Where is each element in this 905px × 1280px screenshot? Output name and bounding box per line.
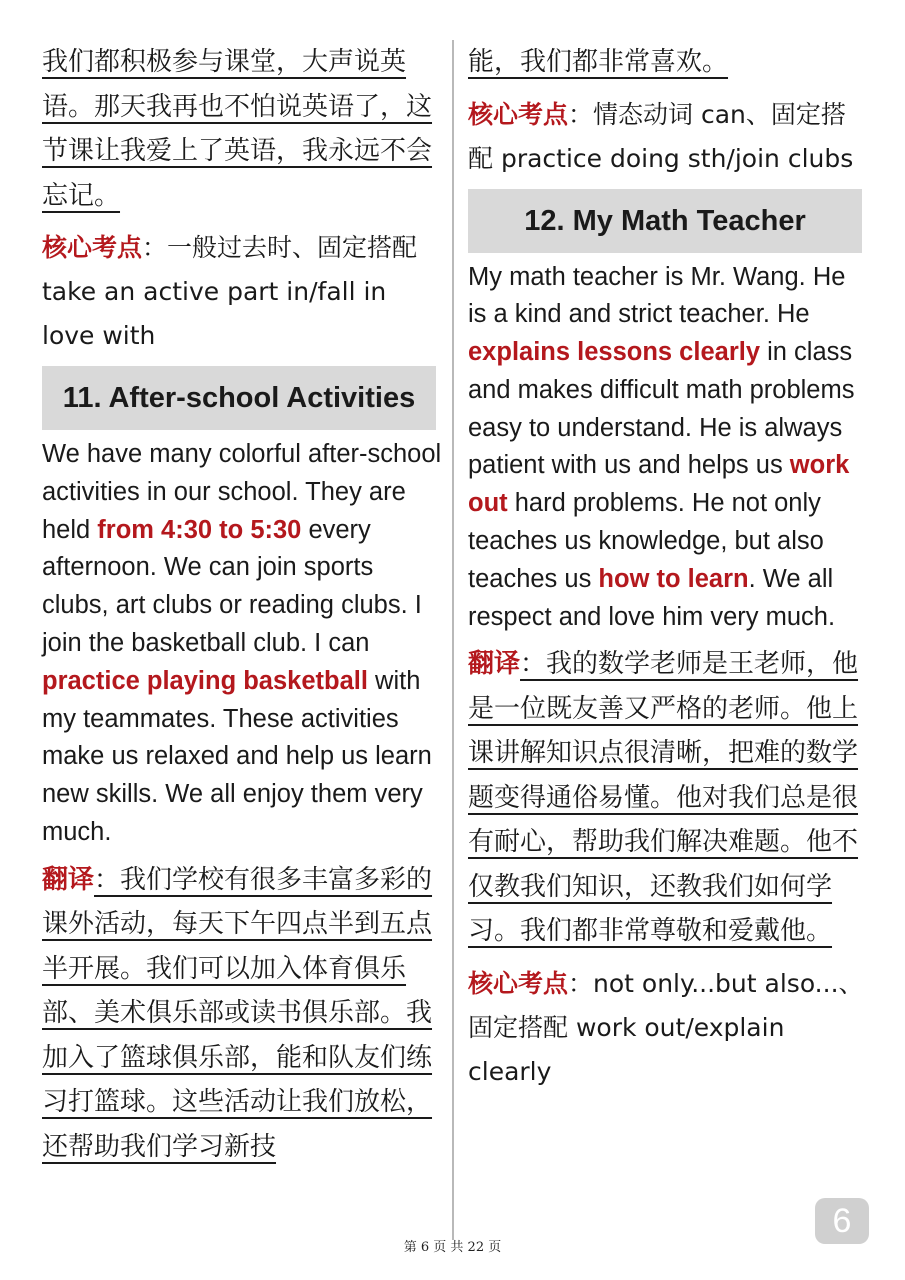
translation-text: ：我们学校有很多丰富多彩的课外活动，每天下午四点半到五点半开展。我们可以加入体育俱乐部、美术俱乐部或读书俱乐部。我加入了篮球俱乐部，能和队友们练习打篮球。这些活动让我们放松，还帮助我们学习新技: [42, 864, 433, 1162]
key-points-label: 核心考点: [468, 99, 569, 129]
section-12-highlight-3: how to learn: [598, 564, 749, 593]
continued-chinese-text: 能，我们都非常喜欢。: [468, 47, 729, 77]
section-12-highlight-2: work out: [468, 451, 850, 518]
section-12-text-3: hard problems. He not only teaches us knowledge, but also teaches us: [468, 489, 824, 593]
key-points-text: ：not only...but also...、固定搭配 work out/explain clearly: [468, 968, 864, 1086]
section-11-heading: 11. After-school Activities: [42, 366, 436, 430]
section-12-highlight-1: explains lessons clearly: [468, 338, 761, 367]
left-column: [42, 40, 442, 1177]
translation-label: 翻译: [468, 649, 521, 680]
section-12-text-4: . We all respect and love him very much.: [468, 564, 836, 631]
section-12-text-2: in class and makes difficult math problems easy to understand. He is always patient with us and helps us: [468, 338, 855, 480]
key-points-paragraph: [42, 226, 442, 358]
key-points-text: ：情态动词 can、固定搭配 practice doing sth/join clubs: [468, 99, 854, 173]
section-11-highlight-phrase: practice playing basketball: [42, 666, 368, 695]
section-11-text-2: every afternoon. We can join sports clubs, art clubs or reading clubs. I join the basketball club. I can: [42, 515, 422, 657]
key-points-paragraph: [468, 93, 868, 181]
intro-chinese-paragraph: [42, 40, 442, 218]
section-11-translation-paragraph: [42, 858, 442, 1170]
section-12-translation-paragraph: [468, 642, 868, 954]
key-points-label: 核心考点: [468, 968, 569, 998]
key-points-label: 核心考点: [42, 233, 143, 262]
translation-text: ：我的数学老师是王老师，他是一位既友善又严格的老师。他上课讲解知识点很清晰，把难的数学题变得通俗易懂。他对我们总是很有耐心，帮助我们解决难题。他不仅教我们知识，还教我们如何学习。我们都非常尊敬和爱戴他。: [468, 649, 859, 947]
section-11-text-1: We have many colorful after-school activities in our school. They are held: [42, 440, 442, 544]
section-12-text-1: My math teacher is Mr. Wang. He is a kind and strict teacher. He: [468, 262, 846, 329]
intro-chinese-text: 我们都积极参与课堂，大声说英语。那天我再也不怕说英语了，这节课让我爱上了英语，我永远不会忘记。: [42, 47, 433, 211]
page-number-badge: 6: [815, 1198, 869, 1244]
key-points-text: ：一般过去时、固定搭配 take an active part in/fall in love with: [42, 233, 418, 350]
section-12-heading: 12. My Math Teacher: [468, 189, 862, 253]
column-divider: [452, 40, 454, 1240]
key-points-paragraph-2: [468, 962, 868, 1094]
section-11-english-paragraph: [42, 436, 442, 852]
right-column: [468, 40, 868, 1098]
translation-label: 翻译: [42, 864, 95, 895]
section-11-text-3: with my teammates. These activities make us relaxed and help us learn new skills. We all enjoy them very much.: [42, 666, 432, 846]
section-11-highlight-time: from 4:30 to 5:30: [97, 515, 302, 544]
section-12-english-paragraph: [468, 259, 868, 637]
page-footer: 第 6 页 共 22 页: [403, 1240, 502, 1255]
continued-chinese-paragraph: [468, 40, 868, 85]
